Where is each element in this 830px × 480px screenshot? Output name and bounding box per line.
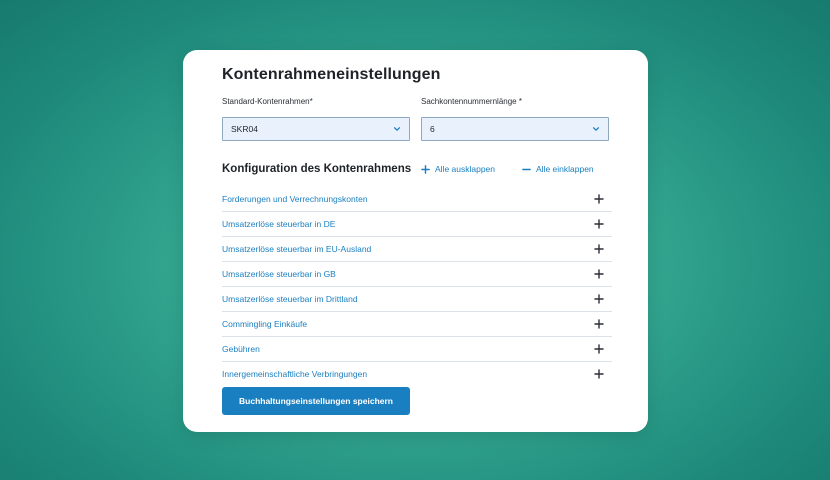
- page-title: Kontenrahmeneinstellungen: [222, 66, 441, 83]
- plus-icon: [421, 165, 430, 174]
- accordion-item-receivables[interactable]: [222, 187, 612, 212]
- accordion-item-label: Forderungen und Verrechnungskonten: [222, 194, 368, 204]
- accordion-item-label: Umsatzerlöse steuerbar in DE: [222, 219, 336, 229]
- standard-chart-select[interactable]: [222, 117, 410, 141]
- accordion-item-fees[interactable]: [222, 337, 612, 362]
- expand-all-label: Alle ausklappen: [435, 164, 496, 174]
- save-accounting-settings-button[interactable]: Buchhaltungseinstellungen speichern: [222, 387, 410, 415]
- minus-icon: [522, 165, 531, 174]
- collapse-all-button[interactable]: [522, 164, 594, 174]
- plus-icon[interactable]: [594, 294, 604, 304]
- plus-icon[interactable]: [594, 269, 604, 279]
- standard-chart-label: Standard-Kontenrahmen*: [222, 97, 313, 106]
- accordion-item-label: Gebühren: [222, 344, 260, 354]
- chevron-down-icon: [592, 125, 600, 133]
- accordion-item-label: Innergemeinschaftliche Verbringungen: [222, 369, 368, 379]
- plus-icon[interactable]: [594, 319, 604, 329]
- accordion-item-revenue-eu[interactable]: [222, 237, 612, 262]
- chevron-down-icon: [393, 125, 401, 133]
- accordion-item-label: Commingling Einkäufe: [222, 319, 308, 329]
- accordion-item-revenue-gb[interactable]: [222, 262, 612, 287]
- standard-chart-value: SKR04: [231, 124, 258, 134]
- accordion-item-intra-community[interactable]: [222, 362, 612, 386]
- collapse-all-label: Alle einklappen: [536, 164, 594, 174]
- accordion-item-label: Umsatzerlöse steuerbar im EU-Ausland: [222, 244, 372, 254]
- account-length-label: Sachkontennummernlänge *: [421, 97, 522, 106]
- accordion-list: [222, 187, 612, 386]
- accordion-item-label: Umsatzerlöse steuerbar im Drittland: [222, 294, 358, 304]
- plus-icon[interactable]: [594, 219, 604, 229]
- section-title: Konfiguration des Kontenrahmens: [222, 163, 412, 175]
- accordion-item-revenue-de[interactable]: [222, 212, 612, 237]
- plus-icon[interactable]: [594, 244, 604, 254]
- accordion-item-label: Umsatzerlöse steuerbar in GB: [222, 269, 336, 279]
- expand-all-button[interactable]: [421, 164, 495, 174]
- accordion-item-commingling[interactable]: [222, 312, 612, 337]
- plus-icon[interactable]: [594, 344, 604, 354]
- plus-icon[interactable]: [594, 369, 604, 379]
- account-length-select[interactable]: [421, 117, 609, 141]
- plus-icon[interactable]: [594, 194, 604, 204]
- account-length-value: 6: [430, 124, 435, 134]
- accordion-item-revenue-third-country[interactable]: [222, 287, 612, 312]
- accounting-settings-card: [183, 50, 648, 432]
